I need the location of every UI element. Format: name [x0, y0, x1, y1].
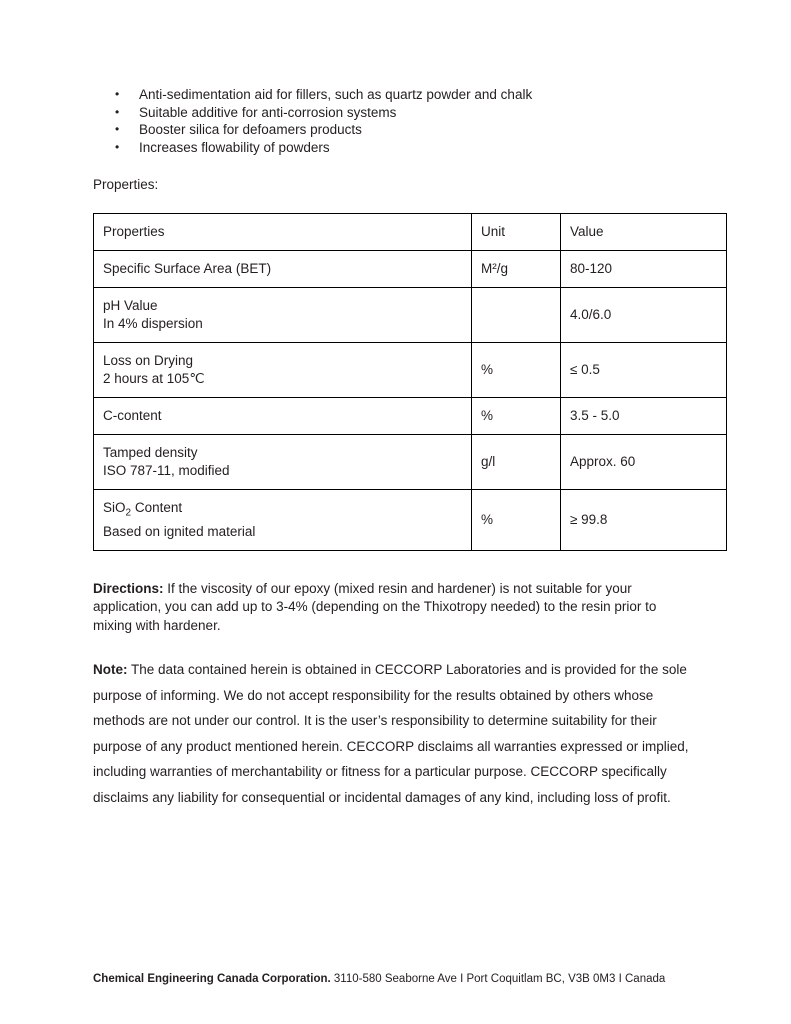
property-line-2: In 4% dispersion [103, 316, 203, 331]
table-cell-unit: % [472, 343, 561, 398]
list-item: • Increases flowability of powders [93, 139, 698, 157]
table-row [94, 398, 727, 435]
table-row [94, 490, 727, 551]
list-item: • Suitable additive for anti-corrosion systems [93, 104, 698, 122]
table-cell-value: Approx. 60 [561, 435, 727, 490]
property-line-1: Tamped density [103, 445, 198, 460]
directions-label: Directions: [93, 580, 164, 596]
table-cell-unit: % [472, 490, 561, 551]
list-item: • Booster silica for defoamers products [93, 121, 698, 139]
property-line-1: C-content [103, 408, 162, 423]
table-cell-unit: % [472, 398, 561, 435]
table-header-unit: Unit [472, 214, 561, 251]
table-header-properties: Properties [94, 214, 472, 251]
property-line-2: ISO 787-11, modified [103, 463, 230, 478]
table-row [94, 288, 727, 343]
directions-paragraph [93, 580, 698, 636]
property-line-2: Based on ignited material [103, 523, 256, 539]
table-cell-value: ≥ 99.8 [561, 490, 727, 551]
table-cell-property [94, 288, 472, 343]
property-line-1: Loss on Drying [103, 353, 194, 368]
page-footer [93, 972, 713, 986]
table-cell-value: 3.5 - 5.0 [561, 398, 727, 435]
table-header-value: Value [561, 214, 727, 251]
table-cell-unit: g/l [472, 435, 561, 490]
document-content [93, 86, 698, 824]
table-cell-value: 4.0/6.0 [561, 288, 727, 343]
table-header-row [94, 214, 727, 251]
note-label: Note: [93, 662, 128, 678]
properties-table [93, 213, 727, 551]
table-cell-unit [472, 288, 561, 343]
property-line-1: pH Value [103, 298, 158, 313]
properties-heading: Properties: [93, 177, 159, 192]
footer-company-name: Chemical Engineering Canada Corporation. [93, 973, 331, 985]
property-line-1: Specific Surface Area (BET) [103, 261, 272, 276]
note-text: The data contained herein is obtained in CECCORP Laboratories and is provided for the sole purpose of informing. We do not accept responsibility for the results obtained by others whose methods are not under our control. It is the user’s responsibility to determine suitability for their purpose of any product mentioned herein. CECCORP disclaims all warranties expressed or implied, including warranties of merchantability or fitness for a particular purpose. CECCORP specifically disclaims any liability for consequential or incidental damages of any kind, including loss of profit. [93, 662, 689, 805]
table-cell-value: 80-120 [561, 251, 727, 288]
table-row [94, 435, 727, 490]
list-item: • Anti-sedimentation aid for fillers, such as quartz powder and chalk [93, 86, 698, 104]
footer-address: 3110-580 Seaborne Ave I Port Coquitlam BC, V3B 0M3 I Canada [330, 973, 666, 985]
table-row [94, 251, 727, 288]
feature-bullet-list [93, 86, 698, 156]
table-cell-property [94, 435, 472, 490]
property-line-1: SiO$_2$ Content [103, 500, 183, 519]
table-cell-property [94, 490, 472, 551]
table-cell-property [94, 398, 472, 435]
table-cell-property [94, 343, 472, 398]
table-cell-unit: M²/g [472, 251, 561, 288]
table-cell-value: ≤ 0.5 [561, 343, 727, 398]
table-row [94, 343, 727, 398]
directions-text: If the viscosity of our epoxy (mixed resin and hardener) is not suitable for your application, you can add up to 3-4% (depending on the Thixotropy needed) to the resin prior to mixing with hardener. [93, 580, 657, 633]
table-cell-property [94, 251, 472, 288]
property-line-2: 2 hours at 105℃ [103, 371, 205, 386]
note-paragraph [93, 657, 698, 810]
